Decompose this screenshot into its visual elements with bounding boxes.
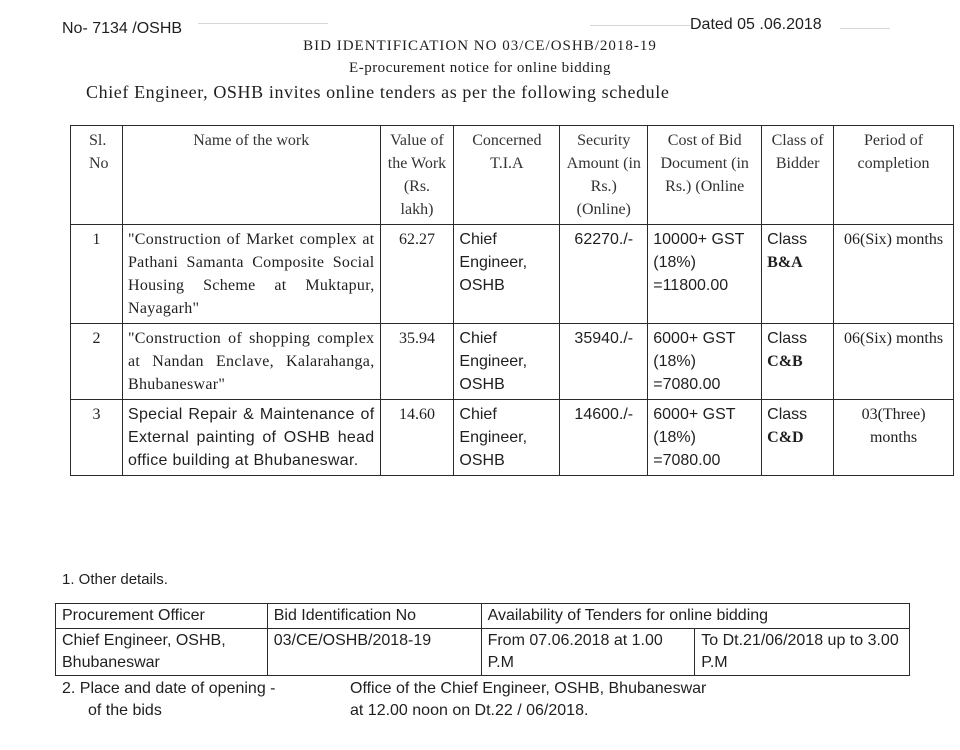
cell-security: 14600./- xyxy=(560,400,648,476)
cell-cost: 6000+ GST (18%) =7080.00 xyxy=(648,400,762,476)
opening-value xyxy=(350,678,706,722)
cell-availability-from: From 07.06.2018 at 1.00 P.M xyxy=(481,629,695,676)
header-cost: Cost of Bid Document (in Rs.) (Online xyxy=(648,126,762,225)
opening-label-line1: 2. Place and date of opening - xyxy=(62,680,276,697)
scan-line xyxy=(840,28,890,29)
cell-sl: 2 xyxy=(71,324,123,400)
scan-line xyxy=(590,25,690,26)
other-details-table xyxy=(55,603,910,676)
header-class: Class of Bidder xyxy=(762,126,834,225)
header-bid-identification: Bid Identification No xyxy=(267,604,481,629)
cell-class xyxy=(762,400,834,476)
cell-officer: Chief Engineer, OSHB, Bhubaneswar xyxy=(56,629,268,676)
table-row xyxy=(71,400,954,476)
opening-label xyxy=(62,678,276,722)
header-period: Period of completion xyxy=(834,126,954,225)
tender-schedule-table xyxy=(70,125,954,476)
header-value: Value of the Work (Rs. lakh) xyxy=(380,126,454,225)
cell-availability-to: To Dt.21/06/2018 up to 3.00 P.M xyxy=(695,629,910,676)
cell-work-name: "Construction of Market complex at Pathani Samanta Composite Social Housing Scheme at Muktapur, Nayagarh" xyxy=(122,225,380,324)
other-header-row xyxy=(56,604,910,629)
cell-period: 03(Three) months xyxy=(834,400,954,476)
table-row xyxy=(71,225,954,324)
opening-place: Office of the Chief Engineer, OSHB, Bhubaneswar xyxy=(350,680,707,697)
cell-bid-id: 03/CE/OSHB/2018-19 xyxy=(267,629,481,676)
reference-number: No- 7134 /OSHB xyxy=(62,20,183,37)
class-code: C&D xyxy=(767,429,804,446)
class-code: C&B xyxy=(767,353,803,370)
cell-period: 06(Six) months xyxy=(834,225,954,324)
cell-tia: Chief Engineer, OSHB xyxy=(454,400,560,476)
scan-line xyxy=(198,23,328,24)
cell-sl: 1 xyxy=(71,225,123,324)
class-prefix: Class xyxy=(767,330,808,347)
header-tia: Concerned T.I.A xyxy=(454,126,560,225)
cell-value: 35.94 xyxy=(380,324,454,400)
cell-tia: Chief Engineer, OSHB xyxy=(454,324,560,400)
cell-security: 62270./- xyxy=(560,225,648,324)
cell-security: 35940./- xyxy=(560,324,648,400)
cell-tia: Chief Engineer, OSHB xyxy=(454,225,560,324)
cell-value: 62.27 xyxy=(380,225,454,324)
cell-cost: 6000+ GST (18%) =7080.00 xyxy=(648,324,762,400)
table-header-row xyxy=(71,126,954,225)
notice-type-heading: E-procurement notice for online bidding xyxy=(349,60,611,76)
cell-sl: 3 xyxy=(71,400,123,476)
cell-work-name: Special Repair & Maintenance of External painting of OSHB head office building at Bhubaneswar. xyxy=(122,400,380,476)
cell-cost: 10000+ GST (18%) =11800.00 xyxy=(648,225,762,324)
invitation-text: Chief Engineer, OSHB invites online tenders as per the following schedule xyxy=(86,82,670,102)
cell-work-name: "Construction of shopping complex at Nandan Enclave, Kalarahanga, Bhubaneswar" xyxy=(122,324,380,400)
cell-value: 14.60 xyxy=(380,400,454,476)
other-details-heading: 1. Other details. xyxy=(62,571,168,588)
header-availability: Availability of Tenders for online bidding xyxy=(481,604,909,629)
cell-class xyxy=(762,324,834,400)
header-sl-no: Sl. No xyxy=(71,126,123,225)
opening-date: at 12.00 noon on Dt.22 / 06/2018. xyxy=(350,702,589,719)
bid-identification-heading: BID IDENTIFICATION NO 03/CE/OSHB/2018-19 xyxy=(303,38,657,54)
opening-label-line2: of the bids xyxy=(88,702,162,719)
class-code: B&A xyxy=(767,254,803,271)
header-security: Security Amount (in Rs.) (Online) xyxy=(560,126,648,225)
class-prefix: Class xyxy=(767,231,808,248)
header-name-of-work: Name of the work xyxy=(122,126,380,225)
cell-class xyxy=(762,225,834,324)
other-values-row xyxy=(56,629,910,676)
cell-period: 06(Six) months xyxy=(834,324,954,400)
header-procurement-officer: Procurement Officer xyxy=(56,604,268,629)
class-prefix: Class xyxy=(767,406,808,423)
notice-date: Dated 05 .06.2018 xyxy=(690,16,822,33)
table-row xyxy=(71,324,954,400)
